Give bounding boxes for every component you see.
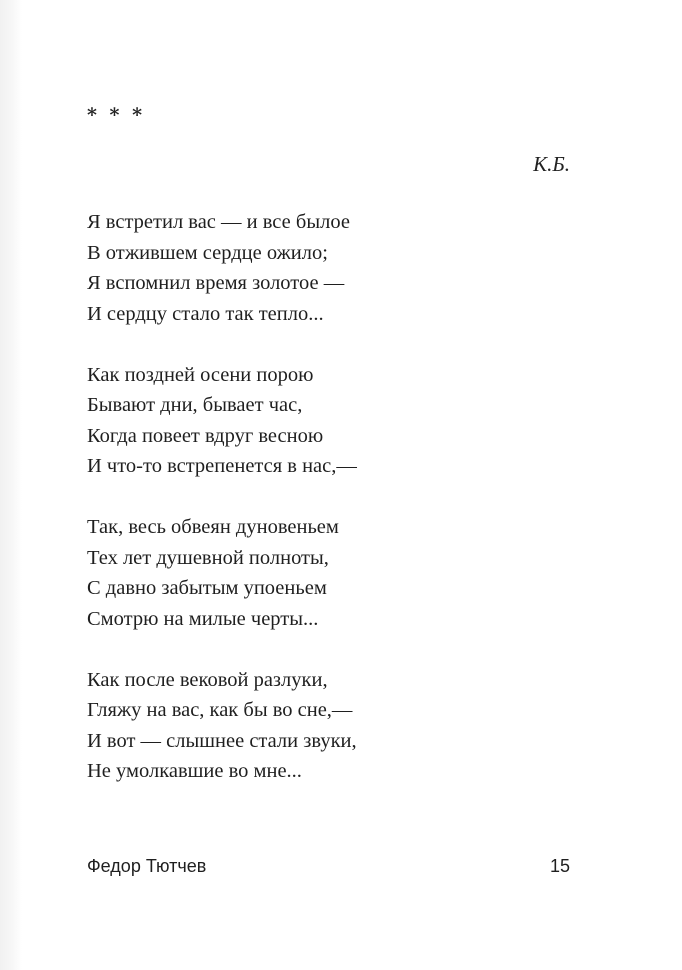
poem-line: С давно забытым упоеньем — [87, 577, 327, 599]
page-edge-shadow — [0, 0, 22, 970]
page-number: 15 — [549, 856, 570, 876]
poem-line: Смотрю на милые черты... — [87, 607, 319, 630]
stanza-3 — [87, 512, 607, 634]
dedication: К.Б. — [533, 152, 570, 176]
poem-line: Я вспомнил время золотое — — [87, 272, 345, 294]
poem-line: Тех лет душевной полноты, — [87, 546, 329, 569]
poem-line: Гляжу на вас, как бы во сне,— — [87, 699, 353, 721]
poem-line: Когда повеет вдруг весною — [87, 424, 324, 447]
poem-line: Так, весь обвеян дуновеньем — [87, 516, 339, 538]
poem-line: В отжившем сердце ожило; — [87, 241, 328, 264]
stanza-2 — [87, 360, 607, 482]
poem-line: Как поздней осени порою — [87, 363, 314, 386]
poem-line: И что-то встрепенется в нас,— — [87, 455, 357, 477]
section-ornament: * * * — [87, 104, 146, 126]
poem-line: И вот — слышнее стали звуки, — [87, 729, 357, 752]
poem-line: Бывают дни, бывает час, — [87, 394, 303, 416]
poem-line: Я встретил вас — и все былое — [87, 211, 350, 233]
footer-author: Федор Тютчев — [87, 856, 207, 876]
poem-line: Не умолкавшие во мне... — [87, 760, 302, 782]
poem-line: И сердцу стало так тепло... — [87, 302, 324, 325]
poem-line: Как после вековой разлуки, — [87, 668, 328, 691]
stanza-1 — [87, 207, 607, 329]
stanza-4 — [87, 665, 607, 787]
poem-body — [87, 207, 607, 817]
